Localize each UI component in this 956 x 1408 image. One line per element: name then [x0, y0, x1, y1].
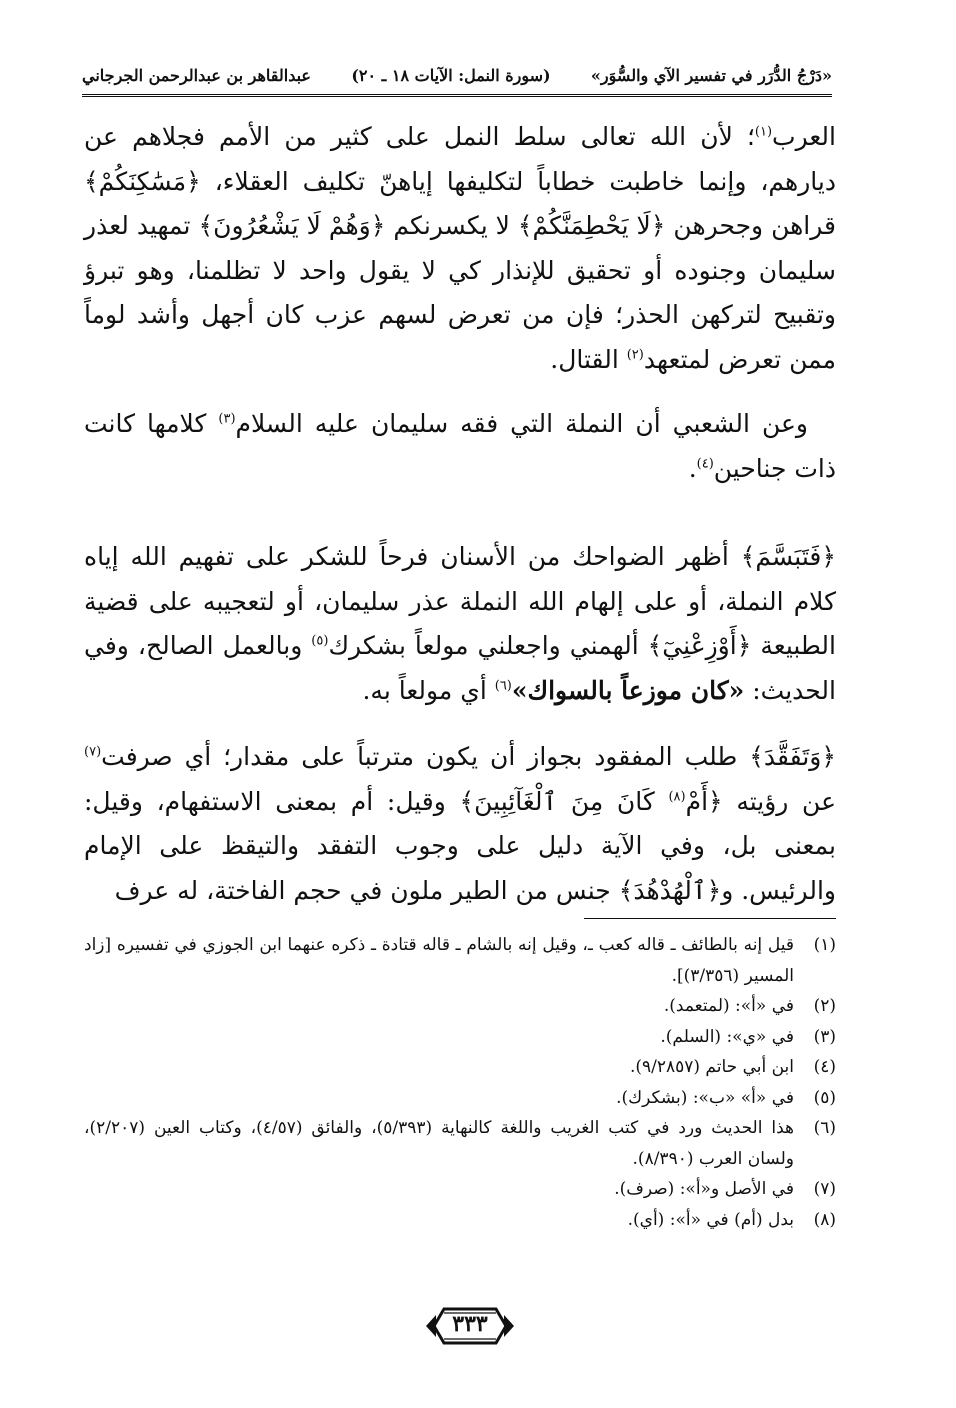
paragraph-4: ﴿وَتَفَقَّدَ﴾ طلب المفقود بجواز أن يكون مترتباً على مقدار؛ أي صرفت$^{(٧)}$ عن رؤيته ﴿أَمْ$^{(٨)}$ كَانَ مِنَ ٱلْغَآئِبِينَ﴾ وقيل: أم بمعنى الاستفهام، وقيل: بمعنى بل، وفي الآية دليل على وجوب التفقد والتيقظ على الإمام والرئيس. و﴿ٱلْهُدْهُدَ﴾ جنس من الطير ملون في حجم الفاختة، له عرف: [84, 742, 836, 905]
footnote-5: (٥) في «أ» «ب»: (بشكرك).: [616, 1087, 836, 1108]
page-number-ornament: [420, 1305, 520, 1347]
footnote-ref-8: (٨): [668, 789, 686, 805]
footnote-1: (١) قيل إنه بالطائف ـ قاله كعب ـ، وقيل إنه بالشام ـ قاله قتادة ـ ذكره عنهما ابن الجوزي في تفسيره [زاد المسير (٣/٣٥٦)].: [84, 935, 836, 986]
footnote-ref-2: (٢): [626, 347, 644, 363]
footnote-7: (٧) في الأصل و«أ»: (صرف).: [614, 1179, 836, 1199]
running-header: [82, 58, 832, 92]
footnote-6: (٦) هذا الحديث ورد في كتب الغريب واللغة كالنهاية (٥/٣٩٣)، والفائق (٤/٥٧)، وكتاب العين (٢/٢٠٧)، ولسان العرب (٨/٣٩٠).: [84, 1118, 836, 1169]
header-author: عبدالقاهر بن عبدالرحمن الجرجاني: [82, 65, 311, 85]
paragraph-2: وعن الشعبي أن النملة التي فقه سليمان عليه السلام$^{(٣)}$ كلامها كانت ذات جناحين$^{(٤)}$.: [84, 409, 836, 483]
footnote-3: (٣) في «ي»: (السلم).: [660, 1026, 836, 1047]
paragraph-3: ﴿فَتَبَسَّمَ﴾ أظهر الضواحك من الأسنان فرحاً للشكر على تفهيم الله إياه كلام النملة، أو على إلهام الله النملة عذر سليمان، أو لتعجيبه على قضية الطبيعة ﴿أَوْزِعْنِيٓ﴾ ألهمني واجعلني مولعاً بشكرك$^{(٥)}$ وبالعمل الصالح، وفي الحديث: «كان موزعاً بالسواك»$^{(٦)}$ أي مولعاً به.: [84, 542, 836, 705]
footnote-2: (٢) في «أ»: (لمتعمد).: [663, 996, 836, 1016]
header-book-title: «دَرْجُ الدُّرَر في تفسير الآي والسُّوَر»: [590, 65, 832, 85]
header-section: (سورة النمل: الآيات ١٨ ـ ٢٠): [351, 65, 551, 85]
main-text: [84, 115, 836, 913]
footnote-4: (٤) ابن أبي حاتم (٩/٢٨٥٧).: [629, 1057, 836, 1077]
footnotes: [84, 930, 836, 1235]
footnote-divider: [584, 918, 836, 919]
footnote-ref-1: (١): [754, 124, 773, 140]
footnote-ref-5: (٥): [311, 633, 329, 649]
footnote-8: (٨) بدل (أم) في «أ»: (أي).: [627, 1209, 836, 1230]
footnote-ref-3: (٣): [218, 411, 236, 427]
footnote-ref-7: (٧): [84, 744, 102, 760]
page-number: ٣٣٣: [452, 1311, 488, 1337]
paragraph-1: العرب$^{(١)}$؛ لأن الله تعالى سلط النمل على كثير من الأمم فجلاهم عن ديارهم، وإنما خاطبت خطاباً لتكليفها إياهنّ تكليف العقلاء، ﴿مَسَٰكِنَكُمْ﴾ قراهن وجحرهن ﴿لَا يَحْطِمَنَّكُمْ﴾ لا يكسرنكم ﴿وَهُمْ لَا يَشْعُرُونَ﴾ تمهيد لعذر سليمان وجنوده أو تحقيق للإنذار كي لا يقول واحد لا تظلمنا، وهو تبرؤ وتقبيح لتركهن الحذر؛ فإن من تعرض لسهم عزب كان أجهل وأشد لوماً ممن تعرض لمتعهد$^{(٢)}$ القتال.: [84, 122, 836, 374]
hadith-quote: «كان موزعاً بالسواك»: [511, 675, 745, 705]
footnote-ref-4: (٤): [696, 456, 714, 472]
header-divider: [82, 94, 832, 97]
footnote-ref-6: (٦): [494, 678, 512, 694]
